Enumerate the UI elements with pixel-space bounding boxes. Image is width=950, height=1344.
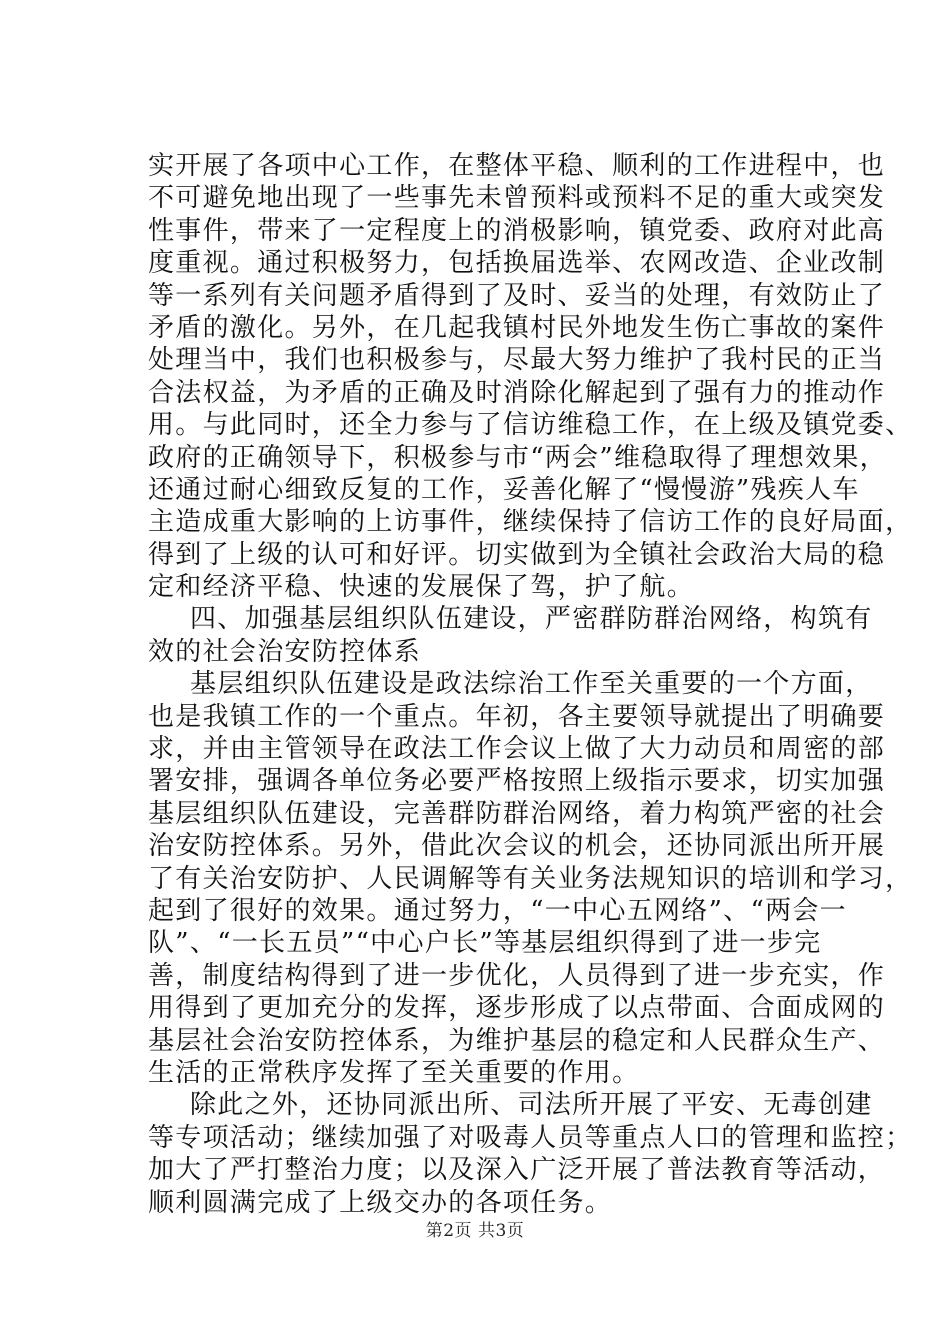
text-line: 四、加强基层组织队伍建设，严密群防群治网络，构筑有 (190, 604, 873, 635)
text-line: 用得到了更加充分的发挥，逐步形成了以点带面、合面成网的 (148, 993, 886, 1024)
text-line: 主造成重大影响的上访事件，继续保持了信访工作的良好局面， (148, 507, 913, 538)
text-line: 署安排，强调各单位务必要严格按照上级指示要求，切实加强 (148, 766, 886, 797)
text-line: 了有关治安防护、人民调解等有关业务法规知识的培训和学习， (148, 863, 913, 894)
text-line: 效的社会治安防控体系 (148, 636, 422, 667)
text-line: 加大了严打整治力度；以及深入广泛开展了普法教育等活动， (148, 1155, 886, 1186)
text-line: 基层社会治安防控体系，为维护基层的稳定和人民群众生产、 (148, 1025, 886, 1056)
text-line: 也是我镇工作的一个重点。年初，各主要领导就提出了明确要 (148, 701, 886, 732)
text-line: 等一系列有关问题矛盾得到了及时、妥当的处理，有效防止了 (148, 280, 886, 311)
text-line: 除此之外，还协同派出所、司法所开展了平安、无毒创建 (190, 1090, 873, 1121)
text-line: 生活的正常秩序发挥了至关重要的作用。 (148, 1057, 640, 1088)
text-line: 实开展了各项中心工作，在整体平稳、顺利的工作进程中，也 (148, 151, 886, 181)
text-line: 定和经济平稳、快速的发展保了驾，护了航。 (148, 572, 695, 603)
text-line: 用。与此同时，还全力参与了信访维稳工作，在上级及镇党委、 (148, 410, 913, 441)
text-line: 矛盾的激化。另外，在几起我镇村民外地发生伤亡事故的案件 (148, 312, 886, 343)
text-line: 队”、“一长五员”“中心户长”等基层组织得到了进一步完 (148, 928, 822, 959)
text-line: 基层组织队伍建设，完善群防群治网络，着力构筑严密的社会 (148, 798, 886, 829)
text-line: 不可避免地出现了一些事先未曾预料或预料不足的重大或突发 (148, 183, 886, 214)
text-line: 处理当中，我们也积极参与，尽最大努力维护了我村民的正当 (148, 345, 886, 376)
text-line: 性事件，带来了一定程度上的消极影响，镇党委、政府对此高 (148, 215, 886, 246)
text-line: 起到了很好的效果。通过努力，“一中心五网络”、“两会一 (148, 895, 847, 926)
text-line: 治安防控体系。另外，借此次会议的机会，还协同派出所开展 (148, 831, 886, 862)
text-line: 还通过耐心细致反复的工作，妥善化解了“慢慢游”残疾人车 (148, 474, 860, 505)
text-line: 合法权益，为矛盾的正确及时消除化解起到了强有力的推动作 (148, 377, 886, 408)
text-line: 得到了上级的认可和好评。切实做到为全镇社会政治大局的稳 (148, 539, 886, 570)
text-line: 顺利圆满完成了上级交办的各项任务。 (148, 1187, 613, 1218)
text-line: 求，并由主管领导在政法工作会议上做了大力动员和周密的部 (148, 734, 886, 765)
document-body (148, 150, 913, 1219)
text-line: 基层组织队伍建设是政法综治工作至关重要的一个方面， (190, 669, 873, 700)
text-line: 等专项活动；继续加强了对吸毒人员等重点人口的管理和监控； (148, 1122, 913, 1153)
text-line: 政府的正确领导下，积极参与市“两会”维稳取得了理想效果， (148, 442, 887, 473)
text-line: 度重视。通过积极努力，包括换届选举、农网改造、企业改制 (148, 248, 886, 279)
page-number-footer: 第2页 共3页 (425, 1221, 525, 1241)
text-line: 善，制度结构得到了进一步优化，人员得到了进一步充实，作 (148, 960, 886, 991)
